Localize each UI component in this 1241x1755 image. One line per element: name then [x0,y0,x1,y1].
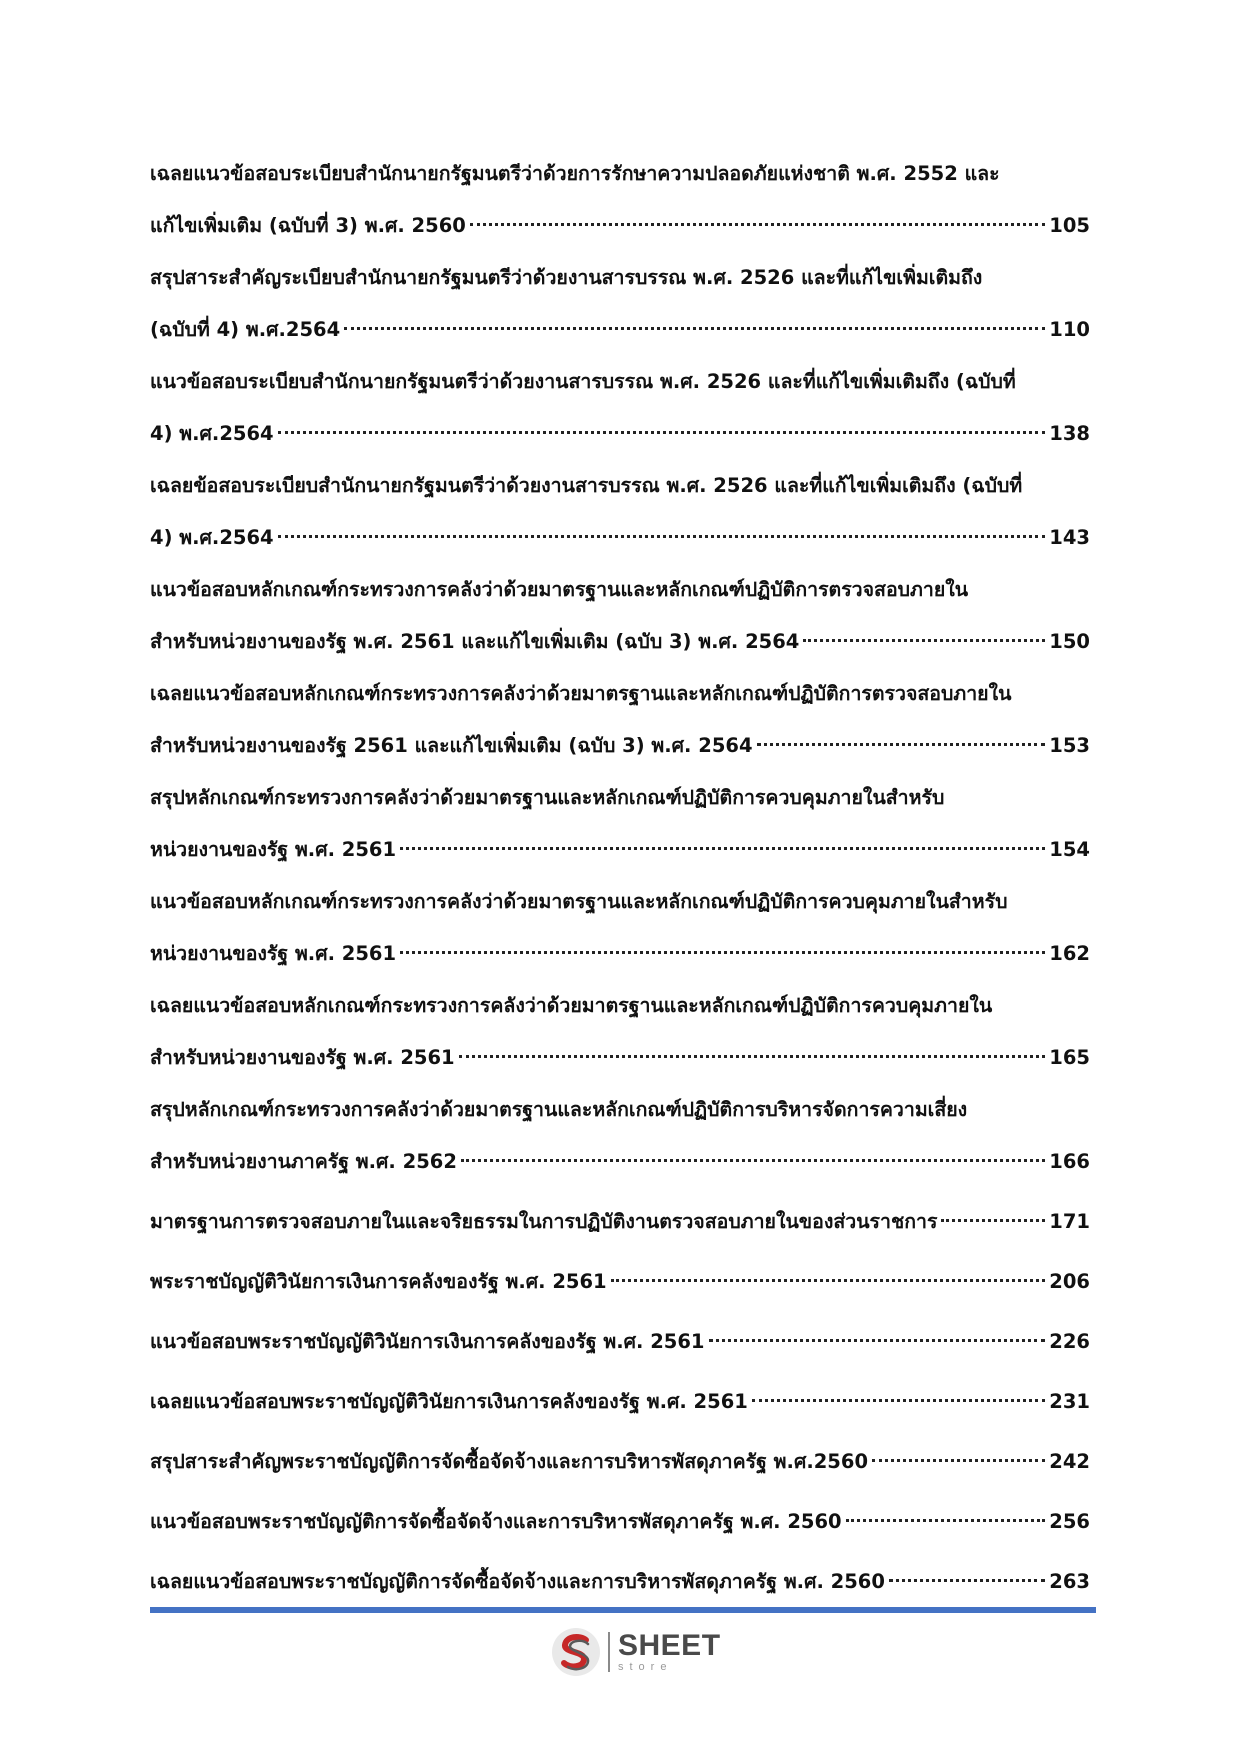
dot-leader [400,937,1045,960]
toc-entry-title-line1: แนวข้อสอบระเบียบสำนักนายกรัฐมนตรีว่าด้วยงานสารบรรณ พ.ศ. 2526 และที่แก้ไขเพิ่มเติมถึง (ฉบับที่ [150,370,1016,393]
toc-page-number: 256 [1049,1510,1090,1533]
toc-page-number: 150 [1049,630,1090,653]
toc-entry[interactable] [150,980,1090,1084]
toc-page-number: 166 [1049,1150,1090,1173]
dot-leader [344,313,1045,336]
toc-entry[interactable] [150,668,1090,772]
toc-page-number: 154 [1049,838,1090,861]
toc-entry[interactable] [150,1316,1090,1368]
toc-page-number: 242 [1049,1450,1090,1473]
logo-wordmark: SHEET [618,1629,721,1662]
toc-entry-title-line1: สรุปหลักเกณฑ์กระทรวงการคลังว่าด้วยมาตรฐานและหลักเกณฑ์ปฏิบัติการควบคุมภายในสำหรับ [150,786,945,809]
dot-leader [803,625,1045,648]
dot-leader [459,1041,1046,1064]
toc-entry[interactable] [150,1556,1090,1608]
dot-leader [757,729,1046,752]
toc-entry-title-line2: สำหรับหน่วยงานของรัฐ พ.ศ. 2561 และแก้ไขเพิ่มเติม (ฉบับ 3) พ.ศ. 2564 [150,630,800,653]
toc-entry-title: แนวข้อสอบพระราชบัญญัติวินัยการเงินการคลังของรัฐ พ.ศ. 2561 [150,1330,705,1353]
footer-rule [150,1607,1096,1613]
toc-entry[interactable] [150,460,1090,564]
toc-entry-title-line2: 4) พ.ศ.2564 [150,422,274,445]
toc-entry-title-line2: สำหรับหน่วยงานของรัฐ 2561 และแก้ไขเพิ่มเติม (ฉบับ 3) พ.ศ. 2564 [150,734,753,757]
dot-leader [889,1565,1045,1588]
toc-page-number: 143 [1049,526,1090,549]
toc-entry[interactable] [150,772,1090,876]
toc-entry-title-line2: หน่วยงานของรัฐ พ.ศ. 2561 [150,838,397,861]
toc-entry-title-line1: แนวข้อสอบหลักเกณฑ์กระทรวงการคลังว่าด้วยมาตรฐานและหลักเกณฑ์ปฏิบัติการตรวจสอบภายใน [150,578,969,601]
toc-entry-title-line2: สำหรับหน่วยงานของรัฐ พ.ศ. 2561 [150,1046,455,1069]
toc-entry-title: พระราชบัญญัติวินัยการเงินการคลังของรัฐ พ.ศ. 2561 [150,1270,607,1293]
toc-page-number: 153 [1049,734,1090,757]
toc-entry-title-line2: แก้ไขเพิ่มเติม (ฉบับที่ 3) พ.ศ. 2560 [150,214,466,237]
dot-leader [752,1385,1045,1408]
toc-entry[interactable] [150,1084,1090,1188]
sheet-store-logo [550,1626,721,1678]
toc-page-number: 226 [1049,1330,1090,1353]
dot-leader [709,1325,1046,1348]
dot-leader [278,417,1046,440]
toc-entry[interactable] [150,1196,1090,1248]
toc-entry-title-line1: เฉลยแนวข้อสอบระเบียบสำนักนายกรัฐมนตรีว่าด้วยการรักษาความปลอดภัยแห่งชาติ พ.ศ. 2552 และ [150,162,1000,185]
dot-leader [611,1265,1046,1288]
dot-leader [846,1505,1046,1528]
toc-entry-title-line2: สำหรับหน่วยงานภาครัฐ พ.ศ. 2562 [150,1150,457,1173]
toc-entry-title-line1: สรุปสาระสำคัญระเบียบสำนักนายกรัฐมนตรีว่าด้วยงานสารบรรณ พ.ศ. 2526 และที่แก้ไขเพิ่มเติมถึง [150,266,983,289]
toc-page-number: 231 [1049,1390,1090,1413]
toc-entry-title-line1: แนวข้อสอบหลักเกณฑ์กระทรวงการคลังว่าด้วยมาตรฐานและหลักเกณฑ์ปฏิบัติการควบคุมภายในสำหรับ [150,890,1008,913]
toc-entry-title-line1: เฉลยข้อสอบระเบียบสำนักนายกรัฐมนตรีว่าด้วยงานสารบรรณ พ.ศ. 2526 และที่แก้ไขเพิ่มเติมถึง (ฉบับที่ [150,474,1023,497]
toc-entry[interactable] [150,1436,1090,1488]
toc-entry-title-line2: 4) พ.ศ.2564 [150,526,274,549]
toc-entry-title: มาตรฐานการตรวจสอบภายในและจริยธรรมในการปฏิบัติงานตรวจสอบภายในของส่วนราชการ [150,1210,938,1233]
toc-page-number: 110 [1049,318,1090,341]
toc-entry-title: เฉลยแนวข้อสอบพระราชบัญญัติวินัยการเงินการคลังของรัฐ พ.ศ. 2561 [150,1390,748,1413]
toc-page-number: 263 [1049,1570,1090,1593]
toc-entry[interactable] [150,148,1090,252]
dot-leader [872,1445,1045,1468]
toc-page-number: 138 [1049,422,1090,445]
toc-entry[interactable] [150,876,1090,980]
logo-subtitle: store [618,1661,673,1673]
dot-leader [470,209,1045,232]
toc-entry-title-line2: (ฉบับที่ 4) พ.ศ.2564 [150,318,341,341]
dot-leader [941,1205,1045,1228]
toc-entry-title-line1: สรุปหลักเกณฑ์กระทรวงการคลังว่าด้วยมาตรฐานและหลักเกณฑ์ปฏิบัติการบริหารจัดการความเสี่ยง [150,1098,968,1121]
toc-page-number: 206 [1049,1270,1090,1293]
toc-entry[interactable] [150,1256,1090,1308]
toc-page-number: 162 [1049,942,1090,965]
toc-entry-title: เฉลยแนวข้อสอบพระราชบัญญัติการจัดซื้อจัดจ้างและการบริหารพัสดุภาครัฐ พ.ศ. 2560 [150,1570,885,1593]
toc-entry[interactable] [150,252,1090,356]
table-of-contents [150,148,1090,1616]
logo-separator [608,1632,610,1672]
toc-entry-title-line1: เฉลยแนวข้อสอบหลักเกณฑ์กระทรวงการคลังว่าด้วยมาตรฐานและหลักเกณฑ์ปฏิบัติการควบคุมภายใน [150,994,993,1017]
toc-page-number: 105 [1049,214,1090,237]
toc-entry[interactable] [150,564,1090,668]
dot-leader [278,521,1046,544]
toc-entry-title-line2: หน่วยงานของรัฐ พ.ศ. 2561 [150,942,397,965]
dot-leader [400,833,1045,856]
dot-leader [461,1145,1045,1168]
toc-entry[interactable] [150,1496,1090,1548]
toc-entry-title-line1: เฉลยแนวข้อสอบหลักเกณฑ์กระทรวงการคลังว่าด้วยมาตรฐานและหลักเกณฑ์ปฏิบัติการตรวจสอบภายใน [150,682,1012,705]
toc-entry[interactable] [150,1376,1090,1428]
toc-page-number: 171 [1049,1210,1090,1233]
sheet-store-s-logo-icon [550,1626,602,1678]
toc-entry[interactable] [150,356,1090,460]
toc-page-number: 165 [1049,1046,1090,1069]
toc-entry-title: สรุปสาระสำคัญพระราชบัญญัติการจัดซื้อจัดจ้างและการบริหารพัสดุภาครัฐ พ.ศ.2560 [150,1450,869,1473]
toc-entry-title: แนวข้อสอบพระราชบัญญัติการจัดซื้อจัดจ้างและการบริหารพัสดุภาครัฐ พ.ศ. 2560 [150,1510,842,1533]
